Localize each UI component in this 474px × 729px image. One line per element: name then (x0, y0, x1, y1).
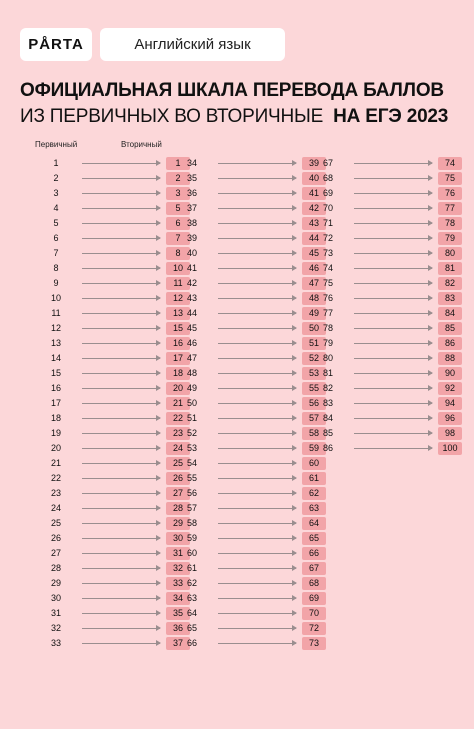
primary-score: 25 (50, 518, 61, 528)
arrow-right-icon (82, 253, 160, 254)
arrow-right-icon (218, 373, 296, 374)
secondary-score: 86 (438, 337, 462, 350)
arrow-right-icon (82, 193, 160, 194)
secondary-score: 92 (438, 382, 462, 395)
secondary-score: 78 (438, 217, 462, 230)
secondary-score: 69 (302, 592, 326, 605)
arrow-right-icon (354, 343, 432, 344)
secondary-score: 48 (302, 292, 326, 305)
secondary-score: 15 (166, 322, 190, 335)
primary-score: 68 (322, 173, 333, 183)
secondary-score: 29 (166, 517, 190, 530)
secondary-score: 80 (438, 247, 462, 260)
primary-score: 76 (322, 293, 333, 303)
secondary-score: 74 (438, 157, 462, 170)
arrow-right-icon (354, 223, 432, 224)
page-subtitle (20, 106, 460, 128)
arrow-right-icon (354, 268, 432, 269)
page-title: ОФИЦИАЛЬНАЯ ШКАЛА ПЕРЕВОДА БАЛЛОВ (20, 80, 444, 101)
subject-badge: Английский язык (100, 28, 285, 61)
arrow-right-icon (82, 283, 160, 284)
arrow-right-icon (82, 268, 160, 269)
primary-score: 3 (53, 188, 59, 198)
secondary-score: 72 (302, 622, 326, 635)
secondary-score: 30 (166, 532, 190, 545)
arrow-right-icon (218, 208, 296, 209)
arrow-right-icon (218, 613, 296, 614)
secondary-score: 53 (302, 367, 326, 380)
primary-score: 80 (322, 353, 333, 363)
primary-score: 18 (50, 413, 61, 423)
arrow-right-icon (82, 568, 160, 569)
primary-score: 42 (186, 278, 197, 288)
secondary-score: 55 (302, 382, 326, 395)
primary-score: 4 (53, 203, 59, 213)
arrow-right-icon (82, 298, 160, 299)
secondary-score: 76 (438, 187, 462, 200)
primary-score: 10 (50, 293, 61, 303)
secondary-score: 83 (438, 292, 462, 305)
arrow-right-icon (354, 238, 432, 239)
primary-score: 61 (186, 563, 197, 573)
arrow-right-icon (218, 313, 296, 314)
arrow-right-icon (218, 553, 296, 554)
arrow-right-icon (218, 193, 296, 194)
primary-score: 56 (186, 488, 197, 498)
primary-score: 62 (186, 578, 197, 588)
secondary-score: 81 (438, 262, 462, 275)
arrow-right-icon (218, 343, 296, 344)
secondary-score: 32 (166, 562, 190, 575)
primary-score: 20 (50, 443, 61, 453)
secondary-score: 36 (166, 622, 190, 635)
secondary-score: 35 (166, 607, 190, 620)
secondary-score: 43 (302, 217, 326, 230)
secondary-score: 49 (302, 307, 326, 320)
secondary-score: 98 (438, 427, 462, 440)
arrow-right-icon (82, 448, 160, 449)
secondary-score: 62 (302, 487, 326, 500)
primary-score: 77 (322, 308, 333, 318)
secondary-score: 39 (302, 157, 326, 170)
primary-score: 13 (50, 338, 61, 348)
secondary-score: 17 (166, 352, 190, 365)
arrow-right-icon (354, 373, 432, 374)
primary-score: 47 (186, 353, 197, 363)
primary-score: 50 (186, 398, 197, 408)
arrow-right-icon (218, 463, 296, 464)
primary-score: 81 (322, 368, 333, 378)
primary-score: 24 (50, 503, 61, 513)
primary-score: 28 (50, 563, 61, 573)
primary-score: 59 (186, 533, 197, 543)
secondary-score: 100 (438, 442, 462, 455)
secondary-score: 12 (166, 292, 190, 305)
arrow-right-icon (82, 403, 160, 404)
secondary-score: 52 (302, 352, 326, 365)
primary-score: 70 (322, 203, 333, 213)
arrow-right-icon (218, 283, 296, 284)
primary-score: 51 (186, 413, 197, 423)
secondary-score: 77 (438, 202, 462, 215)
secondary-score: 79 (438, 232, 462, 245)
secondary-score: 20 (166, 382, 190, 395)
primary-score: 43 (186, 293, 197, 303)
secondary-score: 59 (302, 442, 326, 455)
arrow-right-icon (82, 238, 160, 239)
arrow-right-icon (82, 388, 160, 389)
secondary-score: 41 (302, 187, 326, 200)
header (20, 28, 285, 61)
secondary-score: 16 (166, 337, 190, 350)
arrow-right-icon (82, 583, 160, 584)
primary-score: 7 (53, 248, 59, 258)
secondary-score: 11 (166, 277, 190, 290)
primary-score: 11 (51, 308, 61, 318)
secondary-score: 46 (302, 262, 326, 275)
primary-score: 78 (322, 323, 333, 333)
secondary-score: 6 (166, 217, 190, 230)
arrow-right-icon (82, 418, 160, 419)
secondary-score: 42 (302, 202, 326, 215)
secondary-score: 57 (302, 412, 326, 425)
arrow-right-icon (82, 463, 160, 464)
primary-score: 33 (50, 638, 61, 648)
arrow-right-icon (218, 568, 296, 569)
primary-score: 69 (322, 188, 333, 198)
primary-score: 19 (50, 428, 61, 438)
primary-score: 45 (186, 323, 197, 333)
secondary-score: 61 (302, 472, 326, 485)
arrow-right-icon (218, 163, 296, 164)
secondary-score: 90 (438, 367, 462, 380)
secondary-score: 10 (166, 262, 190, 275)
secondary-score: 58 (302, 427, 326, 440)
arrow-right-icon (82, 478, 160, 479)
secondary-score: 25 (166, 457, 190, 470)
primary-score: 12 (50, 323, 61, 333)
secondary-score: 63 (302, 502, 326, 515)
arrow-right-icon (218, 478, 296, 479)
arrow-right-icon (218, 448, 296, 449)
secondary-score: 68 (302, 577, 326, 590)
secondary-score: 33 (166, 577, 190, 590)
primary-score: 48 (186, 368, 197, 378)
arrow-right-icon (218, 493, 296, 494)
arrow-right-icon (354, 193, 432, 194)
secondary-score: 26 (166, 472, 190, 485)
primary-score: 75 (322, 278, 333, 288)
primary-score: 8 (53, 263, 59, 273)
arrow-right-icon (218, 508, 296, 509)
secondary-score: 94 (438, 397, 462, 410)
secondary-score: 51 (302, 337, 326, 350)
arrow-right-icon (354, 328, 432, 329)
arrow-right-icon (82, 523, 160, 524)
secondary-score: 82 (438, 277, 462, 290)
primary-score: 52 (186, 428, 197, 438)
primary-score: 22 (50, 473, 61, 483)
secondary-score: 28 (166, 502, 190, 515)
secondary-score: 37 (166, 637, 190, 650)
secondary-column-header: Вторичный (121, 140, 162, 149)
secondary-score: 13 (166, 307, 190, 320)
secondary-score: 1 (166, 157, 190, 170)
secondary-score: 84 (438, 307, 462, 320)
arrow-right-icon (218, 433, 296, 434)
parta-logo: PÅRTA (20, 28, 92, 61)
arrow-right-icon (218, 583, 296, 584)
secondary-score: 67 (302, 562, 326, 575)
secondary-score: 24 (166, 442, 190, 455)
primary-score: 63 (186, 593, 197, 603)
arrow-right-icon (354, 178, 432, 179)
arrow-right-icon (218, 298, 296, 299)
secondary-score: 85 (438, 322, 462, 335)
arrow-right-icon (82, 598, 160, 599)
secondary-score: 8 (166, 247, 190, 260)
arrow-right-icon (218, 223, 296, 224)
primary-score: 66 (186, 638, 197, 648)
secondary-score: 3 (166, 187, 190, 200)
primary-score: 37 (186, 203, 197, 213)
arrow-right-icon (218, 268, 296, 269)
primary-score: 15 (50, 368, 61, 378)
primary-score: 46 (186, 338, 197, 348)
primary-score: 53 (186, 443, 197, 453)
primary-score: 84 (322, 413, 333, 423)
primary-score: 49 (186, 383, 197, 393)
primary-score: 86 (322, 443, 333, 453)
primary-score: 1 (53, 158, 59, 168)
secondary-score: 47 (302, 277, 326, 290)
primary-score: 30 (50, 593, 61, 603)
arrow-right-icon (82, 178, 160, 179)
primary-score: 72 (322, 233, 333, 243)
subtitle-main: ИЗ ПЕРВИЧНЫХ ВО ВТОРИЧНЫЕ (20, 106, 324, 127)
arrow-right-icon (354, 433, 432, 434)
arrow-right-icon (218, 388, 296, 389)
primary-score: 38 (186, 218, 197, 228)
primary-score: 73 (322, 248, 333, 258)
primary-score: 65 (186, 623, 197, 633)
arrow-right-icon (82, 208, 160, 209)
primary-score: 29 (50, 578, 61, 588)
secondary-score: 21 (166, 397, 190, 410)
secondary-score: 22 (166, 412, 190, 425)
arrow-right-icon (218, 328, 296, 329)
primary-score: 14 (50, 353, 61, 363)
secondary-score: 7 (166, 232, 190, 245)
primary-score: 26 (50, 533, 61, 543)
arrow-right-icon (82, 343, 160, 344)
primary-score: 67 (322, 158, 333, 168)
secondary-score: 5 (166, 202, 190, 215)
arrow-right-icon (82, 358, 160, 359)
secondary-score: 70 (302, 607, 326, 620)
primary-score: 31 (50, 608, 61, 618)
arrow-right-icon (82, 223, 160, 224)
primary-score: 41 (186, 263, 197, 273)
primary-score: 17 (50, 398, 61, 408)
primary-score: 23 (50, 488, 61, 498)
primary-score: 83 (322, 398, 333, 408)
arrow-right-icon (82, 538, 160, 539)
secondary-score: 64 (302, 517, 326, 530)
arrow-right-icon (82, 493, 160, 494)
secondary-score: 31 (166, 547, 190, 560)
arrow-right-icon (218, 418, 296, 419)
arrow-right-icon (218, 523, 296, 524)
primary-score: 79 (322, 338, 333, 348)
secondary-score: 2 (166, 172, 190, 185)
arrow-right-icon (82, 628, 160, 629)
arrow-right-icon (82, 163, 160, 164)
primary-score: 57 (186, 503, 197, 513)
primary-score: 40 (186, 248, 197, 258)
arrow-right-icon (82, 643, 160, 644)
arrow-right-icon (354, 283, 432, 284)
primary-score: 64 (186, 608, 197, 618)
primary-score: 9 (53, 278, 59, 288)
primary-score: 34 (186, 158, 197, 168)
arrow-right-icon (218, 403, 296, 404)
secondary-score: 96 (438, 412, 462, 425)
secondary-score: 73 (302, 637, 326, 650)
arrow-right-icon (218, 628, 296, 629)
primary-score: 2 (53, 173, 59, 183)
primary-score: 74 (322, 263, 333, 273)
primary-score: 5 (53, 218, 59, 228)
primary-score: 85 (322, 428, 333, 438)
arrow-right-icon (354, 208, 432, 209)
secondary-score: 18 (166, 367, 190, 380)
arrow-right-icon (82, 508, 160, 509)
secondary-score: 40 (302, 172, 326, 185)
primary-score: 39 (186, 233, 197, 243)
primary-score: 44 (186, 308, 197, 318)
arrow-right-icon (218, 598, 296, 599)
arrow-right-icon (82, 313, 160, 314)
arrow-right-icon (354, 388, 432, 389)
secondary-score: 50 (302, 322, 326, 335)
primary-score: 6 (53, 233, 59, 243)
primary-score: 36 (186, 188, 197, 198)
arrow-right-icon (218, 358, 296, 359)
secondary-score: 75 (438, 172, 462, 185)
secondary-score: 60 (302, 457, 326, 470)
secondary-score: 27 (166, 487, 190, 500)
arrow-right-icon (354, 418, 432, 419)
primary-score: 35 (186, 173, 197, 183)
arrow-right-icon (218, 238, 296, 239)
secondary-score: 56 (302, 397, 326, 410)
arrow-right-icon (82, 328, 160, 329)
secondary-score: 66 (302, 547, 326, 560)
arrow-right-icon (82, 613, 160, 614)
subtitle-exam: НА ЕГЭ 2023 (333, 106, 449, 127)
secondary-score: 45 (302, 247, 326, 260)
primary-score: 82 (322, 383, 333, 393)
primary-score: 58 (186, 518, 197, 528)
primary-score: 21 (50, 458, 61, 468)
primary-score: 27 (50, 548, 61, 558)
arrow-right-icon (82, 553, 160, 554)
arrow-right-icon (82, 373, 160, 374)
arrow-right-icon (354, 403, 432, 404)
secondary-score: 44 (302, 232, 326, 245)
arrow-right-icon (218, 253, 296, 254)
arrow-right-icon (218, 538, 296, 539)
arrow-right-icon (354, 298, 432, 299)
arrow-right-icon (218, 643, 296, 644)
arrow-right-icon (354, 313, 432, 314)
arrow-right-icon (354, 163, 432, 164)
primary-score: 71 (322, 218, 333, 228)
primary-score: 55 (186, 473, 197, 483)
secondary-score: 88 (438, 352, 462, 365)
primary-score: 54 (186, 458, 197, 468)
secondary-score: 65 (302, 532, 326, 545)
primary-score: 32 (50, 623, 61, 633)
primary-score: 60 (186, 548, 197, 558)
secondary-score: 23 (166, 427, 190, 440)
arrow-right-icon (354, 253, 432, 254)
arrow-right-icon (354, 358, 432, 359)
arrow-right-icon (82, 433, 160, 434)
arrow-right-icon (218, 178, 296, 179)
primary-score: 16 (50, 383, 61, 393)
primary-column-header: Первичный (35, 140, 78, 149)
secondary-score: 34 (166, 592, 190, 605)
arrow-right-icon (354, 448, 432, 449)
